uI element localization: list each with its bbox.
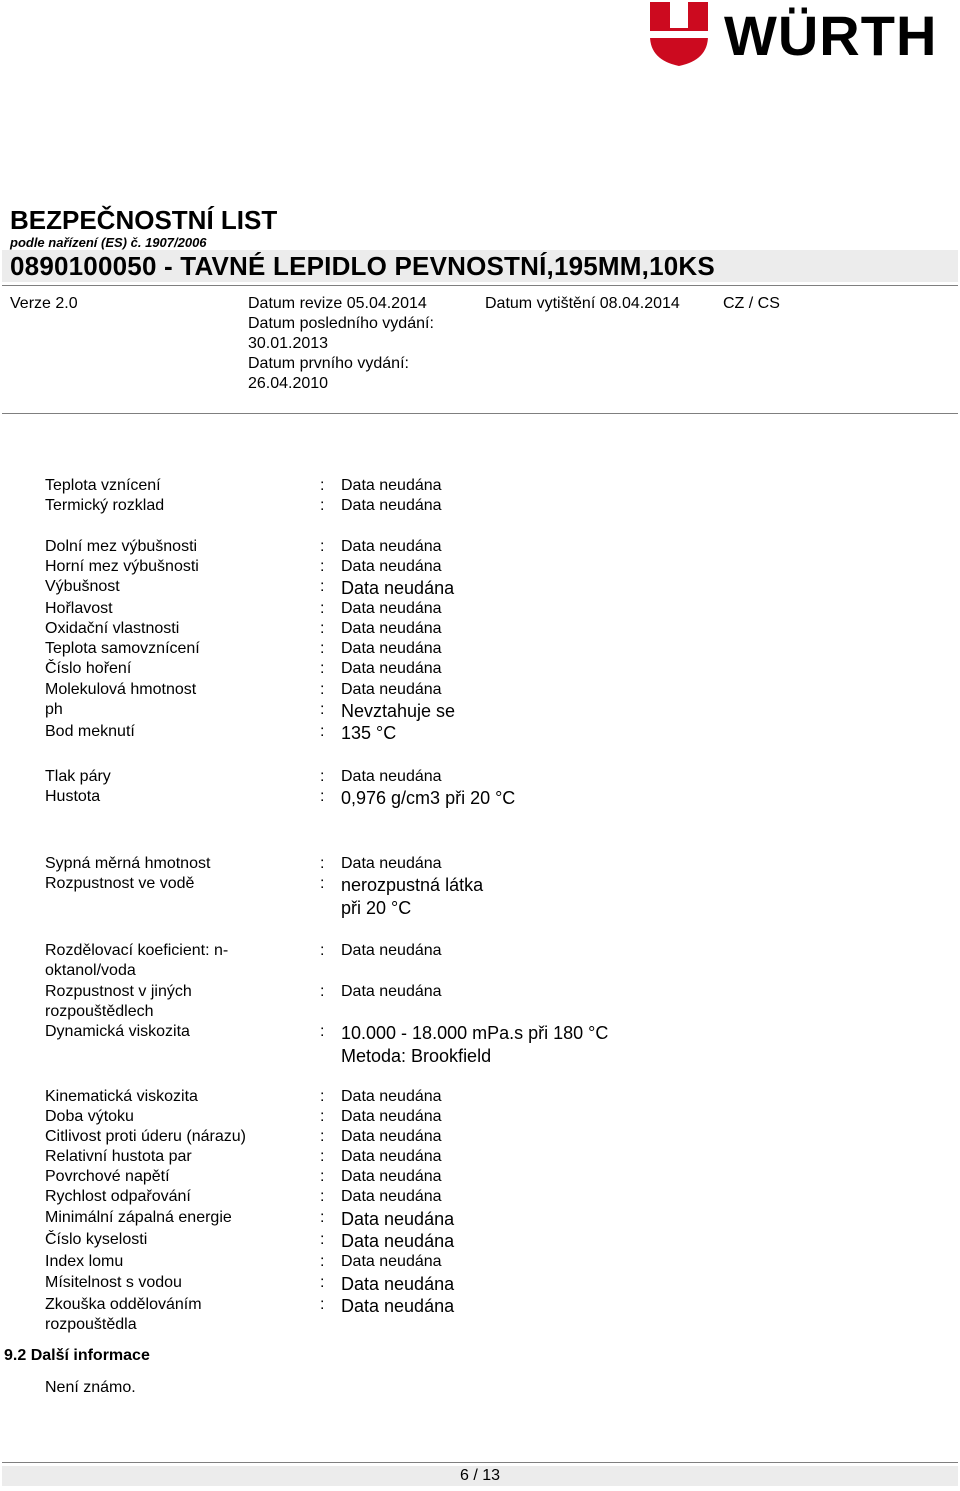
colon: : [320, 875, 325, 892]
property-label-line2: rozpouštědlech [45, 1003, 154, 1020]
property-label: Výbušnost [45, 578, 120, 595]
wurth-logo [648, 0, 960, 68]
colon: : [320, 681, 325, 698]
colon: : [320, 1023, 325, 1040]
property-value: Data neudána [341, 855, 442, 872]
version: Verze 2.0 [10, 295, 78, 312]
property-label: Citlivost proti úderu (nárazu) [45, 1128, 246, 1145]
section-heading: 9.2 Další informace [4, 1347, 150, 1364]
colon: : [320, 1128, 325, 1145]
property-value: Data neudána [341, 983, 442, 1000]
property-label: Číslo kyselosti [45, 1231, 148, 1248]
property-label: Dolní mez výbušnosti [45, 538, 198, 555]
property-value: Data neudána [341, 640, 442, 657]
colon: : [320, 620, 325, 637]
property-label: Kinematická viskozita [45, 1088, 198, 1105]
property-label: Relativní hustota par [45, 1148, 192, 1165]
last-issue-label: Datum posledního vydání: [248, 315, 434, 332]
colon: : [320, 1231, 325, 1248]
colon: : [320, 600, 325, 617]
product-title: 0890100050 - TAVNÉ LEPIDLO PEVNOSTNÍ,195MM,10KS [10, 251, 715, 281]
property-value-line2: při 20 °C [341, 898, 412, 918]
header-divider-bottom [2, 413, 958, 414]
colon: : [320, 723, 325, 740]
language-code: CZ / CS [723, 295, 780, 312]
property-value: Data neudána [341, 538, 442, 555]
property-label: Minimální zápalná energie [45, 1209, 232, 1226]
property-label: Sypná měrná hmotnost [45, 855, 211, 872]
first-issue-label: Datum prvního vydání: [248, 355, 409, 372]
print-date: Datum vytištění 08.04.2014 [485, 295, 680, 312]
property-label: Molekulová hmotnost [45, 681, 197, 698]
property-label: Teplota vznícení [45, 477, 161, 494]
colon: : [320, 477, 325, 494]
property-value: 0,976 g/cm3 při 20 °C [341, 788, 516, 808]
property-label: Rozpustnost ve vodě [45, 875, 195, 892]
property-value: Data neudána [341, 1088, 442, 1105]
section-text: Není známo. [45, 1379, 136, 1396]
colon: : [320, 538, 325, 555]
colon: : [320, 1088, 325, 1105]
property-label: Oxidační vlastnosti [45, 620, 180, 637]
property-value: Data neudána [341, 1296, 455, 1316]
property-value: Data neudána [341, 660, 442, 677]
colon: : [320, 983, 325, 1000]
property-label: Rozdělovací koeficient: n- [45, 942, 229, 959]
regulation-subtitle: podle nařízení (ES) č. 1907/2006 [10, 235, 207, 250]
colon: : [320, 942, 325, 959]
property-label: Tlak páry [45, 768, 111, 785]
colon: : [320, 768, 325, 785]
property-label: Termický rozklad [45, 497, 165, 514]
property-label-line2: rozpouštědla [45, 1316, 137, 1333]
property-value: Data neudána [341, 1188, 442, 1205]
property-value: Data neudána [341, 1148, 442, 1165]
colon: : [320, 1296, 325, 1313]
footer-divider [2, 1462, 958, 1463]
first-issue-date: 26.04.2010 [248, 375, 329, 392]
property-label: Hustota [45, 788, 101, 805]
property-label: Bod meknutí [45, 723, 135, 740]
document-title: BEZPEČNOSTNÍ LIST [10, 205, 278, 235]
property-value: Data neudána [341, 681, 442, 698]
property-value: Data neudána [341, 620, 442, 637]
colon: : [320, 1148, 325, 1165]
property-value: Data neudána [341, 1128, 442, 1145]
property-value: Data neudána [341, 1253, 442, 1270]
property-value: Data neudána [341, 558, 442, 575]
page-number: 6 / 13 [459, 1467, 501, 1484]
property-value: nerozpustná látka [341, 875, 484, 895]
property-label: Hořlavost [45, 600, 113, 617]
property-value: Data neudána [341, 1168, 442, 1185]
property-value: Data neudána [341, 1274, 455, 1294]
colon: : [320, 1168, 325, 1185]
property-value: Nevztahuje se [341, 701, 456, 721]
property-label: ph [45, 701, 63, 718]
property-value: Data neudána [341, 477, 442, 494]
property-label: Doba výtoku [45, 1108, 134, 1125]
property-label-line2: oktanol/voda [45, 962, 136, 979]
property-value: 10.000 - 18.000 mPa.s při 180 °C [341, 1023, 609, 1043]
property-label: Číslo hoření [45, 660, 132, 677]
property-label: Povrchové napětí [45, 1168, 170, 1185]
colon: : [320, 558, 325, 575]
property-value-line2: Metoda: Brookfield [341, 1046, 492, 1066]
colon: : [320, 788, 325, 805]
property-label: Rozpustnost v jiných [45, 983, 192, 1000]
colon: : [320, 660, 325, 677]
colon: : [320, 497, 325, 514]
revision-date: Datum revize 05.04.2014 [248, 295, 427, 312]
property-label: Rychlost odpařování [45, 1188, 191, 1205]
colon: : [320, 1253, 325, 1270]
colon: : [320, 1274, 325, 1291]
property-label: Mísitelnost s vodou [45, 1274, 182, 1291]
property-label: Teplota samovznícení [45, 640, 200, 657]
property-value: Data neudána [341, 1231, 455, 1251]
colon: : [320, 640, 325, 657]
header-divider-top [2, 285, 958, 286]
property-value: Data neudána [341, 1209, 455, 1229]
property-label: Dynamická viskozita [45, 1023, 190, 1040]
last-issue-date: 30.01.2013 [248, 335, 329, 352]
property-value: Data neudána [341, 1108, 442, 1125]
colon: : [320, 855, 325, 872]
property-value: Data neudána [341, 768, 442, 785]
property-label: Index lomu [45, 1253, 124, 1270]
property-value: Data neudána [341, 497, 442, 514]
colon: : [320, 1209, 325, 1226]
property-value: Data neudána [341, 600, 442, 617]
colon: : [320, 578, 325, 595]
property-label: Zkouška oddělováním [45, 1296, 202, 1313]
colon: : [320, 701, 325, 718]
property-value: Data neudána [341, 578, 455, 598]
property-label: Horní mez výbušnosti [45, 558, 199, 575]
property-value: 135 °C [341, 723, 397, 743]
property-value: Data neudána [341, 942, 442, 959]
colon: : [320, 1108, 325, 1125]
logo-wordmark: WÜRTH [724, 4, 938, 67]
colon: : [320, 1188, 325, 1205]
